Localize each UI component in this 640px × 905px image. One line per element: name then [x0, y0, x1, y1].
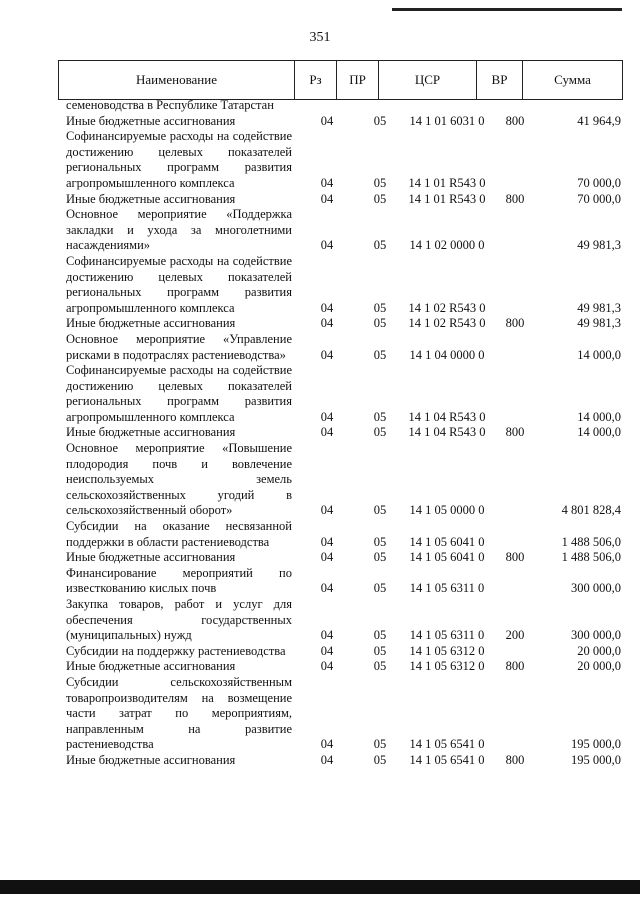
cell-pr: 05: [373, 113, 387, 128]
cell-vr: 800: [505, 316, 525, 331]
table-row: [66, 753, 621, 769]
cell-rz: 04: [320, 347, 334, 362]
cell-csr: 14 1 05 6041 0: [409, 534, 485, 549]
cell-pr: 05: [373, 175, 387, 190]
table-row: [66, 519, 621, 550]
cell-sum: 300 000,0: [571, 581, 621, 596]
cell-sum: 49 981,3: [577, 238, 621, 253]
table-row: [66, 675, 621, 753]
table-header: [58, 60, 623, 100]
header-pr: ПР: [337, 61, 379, 99]
table-row: [66, 425, 621, 441]
cell-rz: 04: [320, 316, 334, 331]
cell-rz: 04: [320, 752, 334, 767]
table-row: [66, 129, 621, 191]
cell-rz: 04: [320, 550, 334, 565]
table-row: [66, 114, 621, 130]
cell-rz: 04: [320, 113, 334, 128]
scan-edge-bottom: [0, 880, 640, 894]
cell-csr: 14 1 05 6312 0: [409, 659, 485, 674]
cell-sum: 14 000,0: [577, 347, 621, 362]
table-row: [66, 316, 621, 332]
cell-pr: 05: [373, 503, 387, 518]
cell-vr: 200: [505, 628, 525, 643]
cell-name: Субсидии на оказание несвязанной поддержки в области растениеводства: [66, 519, 292, 549]
cell-pr: 05: [373, 581, 387, 596]
cell-pr: 05: [373, 238, 387, 253]
table-row: [66, 441, 621, 519]
cell-vr: 800: [505, 113, 525, 128]
cell-csr: 14 1 01 6031 0: [409, 113, 485, 128]
cell-rz: 04: [320, 628, 334, 643]
header-vr: ВР: [477, 61, 523, 99]
cell-sum: 70 000,0: [577, 175, 621, 190]
cell-rz: 04: [320, 581, 334, 596]
cell-sum: 14 000,0: [577, 409, 621, 424]
cell-sum: 20 000,0: [577, 643, 621, 658]
cell-rz: 04: [320, 659, 334, 674]
cell-name: Основное мероприятие «Управление рисками в подотраслях растениеводства»: [66, 331, 292, 362]
table-row: [66, 332, 621, 363]
table-row: [66, 98, 621, 114]
cell-name: Иные бюджетные ассигнования: [66, 752, 236, 767]
cell-name: Иные бюджетные ассигнования: [66, 113, 236, 128]
cell-pr: 05: [373, 347, 387, 362]
cell-sum: 195 000,0: [571, 737, 621, 752]
table-row: [66, 207, 621, 254]
cell-csr: 14 1 02 0000 0: [409, 238, 485, 253]
cell-name: Иные бюджетные ассигнования: [66, 191, 236, 206]
cell-csr: 14 1 04 0000 0: [409, 347, 485, 362]
cell-csr: 14 1 05 6041 0: [409, 550, 485, 565]
table-row: [66, 550, 621, 566]
cell-vr: 800: [505, 659, 525, 674]
table-row: [66, 254, 621, 316]
cell-rz: 04: [320, 425, 334, 440]
cell-pr: 05: [373, 409, 387, 424]
cell-name: Софинансируемые расходы на содействие достижению целевых показателей региональных программ развития агропромышленного комплекса: [66, 363, 292, 424]
cell-vr: 800: [505, 425, 525, 440]
cell-name: Иные бюджетные ассигнования: [66, 316, 236, 331]
cell-rz: 04: [320, 534, 334, 549]
cell-rz: 04: [320, 238, 334, 253]
header-rz: Рз: [295, 61, 337, 99]
cell-csr: 14 1 01 R543 0: [408, 175, 486, 190]
cell-name: Закупка товаров, работ и услуг для обеспечения государственных (муниципальных) нужд: [66, 597, 292, 643]
cell-name: Финансирование мероприятий по известкованию кислых почв: [66, 565, 292, 596]
cell-name: Субсидии сельскохозяйственным товаропроизводителям на возмещение части затрат по мероприятиям, направленным на развитие растениеводства: [66, 674, 292, 752]
cell-sum: 70 000,0: [577, 191, 621, 206]
table-body: [66, 98, 621, 769]
cell-pr: 05: [373, 737, 387, 752]
cell-pr: 05: [373, 659, 387, 674]
cell-csr: 14 1 05 6312 0: [409, 643, 485, 658]
cell-name: Иные бюджетные ассигнования: [66, 550, 236, 565]
cell-sum: 49 981,3: [577, 316, 621, 331]
cell-sum: 195 000,0: [571, 752, 621, 767]
cell-pr: 05: [373, 425, 387, 440]
cell-pr: 05: [373, 643, 387, 658]
cell-pr: 05: [373, 191, 387, 206]
cell-rz: 04: [320, 300, 334, 315]
cell-csr: 14 1 01 R543 0: [408, 191, 486, 206]
cell-sum: 41 964,9: [577, 113, 621, 128]
cell-rz: 04: [320, 175, 334, 190]
cell-csr: 14 1 02 R543 0: [408, 300, 486, 315]
cell-name: Софинансируемые расходы на содействие достижению целевых показателей региональных программ развития агропромышленного комплекса: [66, 129, 292, 190]
header-csr: ЦСР: [379, 61, 477, 99]
cell-rz: 04: [320, 191, 334, 206]
cell-rz: 04: [320, 643, 334, 658]
cell-name: Иные бюджетные ассигнования: [66, 659, 236, 674]
cell-csr: 14 1 02 R543 0: [408, 316, 486, 331]
cell-vr: 800: [505, 550, 525, 565]
cell-csr: 14 1 05 0000 0: [409, 503, 485, 518]
cell-csr: 14 1 04 R543 0: [408, 425, 486, 440]
cell-csr: 14 1 05 6541 0: [409, 752, 485, 767]
scan-edge-top: [392, 8, 622, 11]
cell-sum: 49 981,3: [577, 300, 621, 315]
cell-pr: 05: [373, 752, 387, 767]
table-row: [66, 192, 621, 208]
cell-rz: 04: [320, 503, 334, 518]
table-row: [66, 597, 621, 644]
cell-csr: 14 1 05 6311 0: [409, 581, 485, 596]
cell-name: семеноводства в Республике Татарстан: [66, 98, 274, 112]
cell-vr: 800: [505, 191, 525, 206]
table-row: [66, 566, 621, 597]
cell-csr: 14 1 05 6311 0: [409, 628, 485, 643]
header-name: Наименование: [59, 61, 295, 99]
cell-pr: 05: [373, 316, 387, 331]
cell-pr: 05: [373, 534, 387, 549]
cell-sum: 300 000,0: [571, 628, 621, 643]
table-row: [66, 644, 621, 660]
cell-sum: 1 488 506,0: [561, 534, 621, 549]
cell-pr: 05: [373, 300, 387, 315]
cell-sum: 14 000,0: [577, 425, 621, 440]
cell-name: Основное мероприятие «Поддержка закладки и ухода за многолетними насаждениями»: [66, 207, 292, 253]
cell-rz: 04: [320, 409, 334, 424]
cell-sum: 4 801 828,4: [561, 503, 621, 518]
cell-pr: 05: [373, 628, 387, 643]
cell-sum: 20 000,0: [577, 659, 621, 674]
table-row: [66, 363, 621, 425]
cell-sum: 1 488 506,0: [561, 550, 621, 565]
cell-vr: 800: [505, 752, 525, 767]
cell-rz: 04: [320, 737, 334, 752]
cell-name: Иные бюджетные ассигнования: [66, 425, 236, 440]
cell-name: Основное мероприятие «Повышение плодородия почв и вовлечение неиспользуемых земель сельскохозяйственных угодий в сельскохозяйственный оборот»: [66, 441, 292, 518]
table-row: [66, 659, 621, 675]
header-sum: Сумма: [554, 72, 591, 87]
cell-pr: 05: [373, 550, 387, 565]
page-number: 351: [309, 30, 331, 45]
cell-name: Софинансируемые расходы на содействие достижению целевых показателей региональных программ развития агропромышленного комплекса: [66, 253, 292, 315]
cell-csr: 14 1 05 6541 0: [409, 737, 485, 752]
cell-name: Субсидии на поддержку растениеводства: [66, 643, 286, 658]
cell-csr: 14 1 04 R543 0: [408, 409, 486, 424]
